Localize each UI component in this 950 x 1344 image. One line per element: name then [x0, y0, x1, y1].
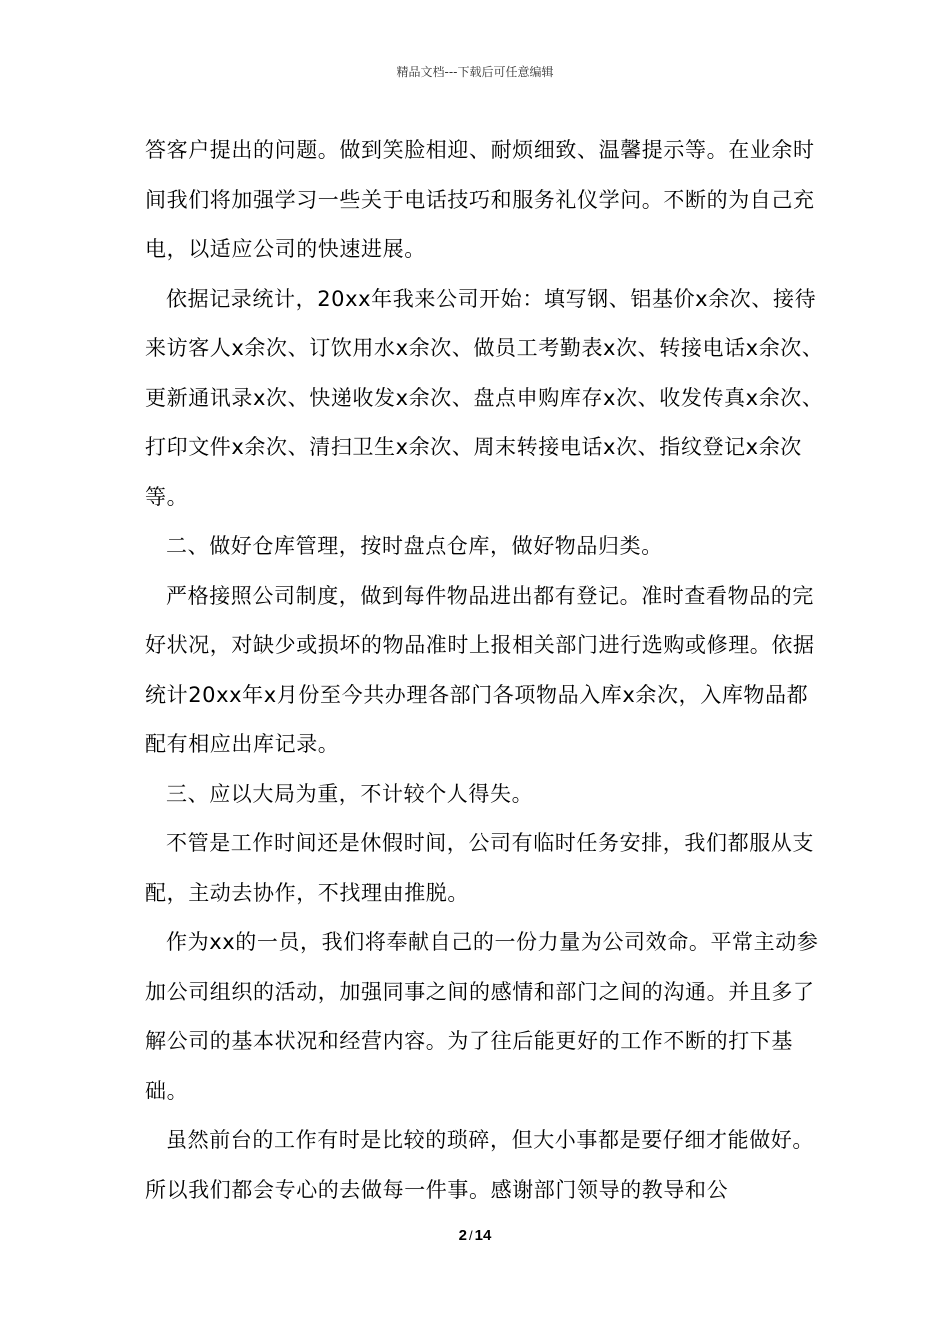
paragraph: 答客户提出的问题。做到笑脸相迎、耐烦细致、温馨提示等。在业余时间我们将加强学习一些关于电话技巧和服务礼仪学问。不断的为自己充电，以适应公司的快速进展。 — [145, 138, 815, 261]
paragraph: 不管是工作时间还是休假时间，公司有临时任务安排，我们都服从支配，主动去协作，不找理由推脱。 — [145, 831, 814, 905]
paragraph: 作为xx的一员，我们将奉献自己的一份力量为公司效命。平常主动参加公司组织的活动，加强同事之间的感情和部门之间的沟通。并且多了解公司的基本状况和经营内容。为了往后能更好的工作不断的打下基础。 — [145, 930, 819, 1103]
page-separator: / — [469, 1228, 473, 1243]
section-heading: 三、应以大局为重，不计较个人得失。 — [166, 781, 534, 806]
page-header: 精品文档---下载后可任意编辑 — [396, 65, 554, 79]
total-pages-number: 14 — [474, 1227, 492, 1244]
paragraph: 虽然前台的工作有时是比较的琐碎，但大小事都是要仔细才能做好。所以我们都会专心的去做每一件事。感谢部门领导的教导和公 — [145, 1128, 814, 1202]
section-heading: 二、做好仓库管理，按时盘点仓库，做好物品归类。 — [166, 534, 663, 558]
paragraph: 依据记录统计，20xx年我来公司开始：填写钢、铝基价x余次、接待来访客人x余次、订饮用水x余次、做员工考勤表x次、转接电话x余次、更新通讯录x次、快递收发x余次、盘点申购库存x次、收发传真x余次、打印文件x余次、清扫卫生x余次、周末转接电话x次、指纹登记x余次等。 — [145, 286, 824, 509]
document-body — [145, 126, 825, 1215]
current-page-number: 2 — [458, 1227, 468, 1244]
page-number — [0, 1226, 950, 1246]
paragraph: 严格接照公司制度，做到每件物品进出都有登记。准时查看物品的完好状况，对缺少或损坏的物品准时上报相关部门进行选购或修理。依据统计20xx年x月份至今共办理各部门各项物品入库x余次，入库物品都配有相应出库记录。 — [145, 583, 815, 756]
